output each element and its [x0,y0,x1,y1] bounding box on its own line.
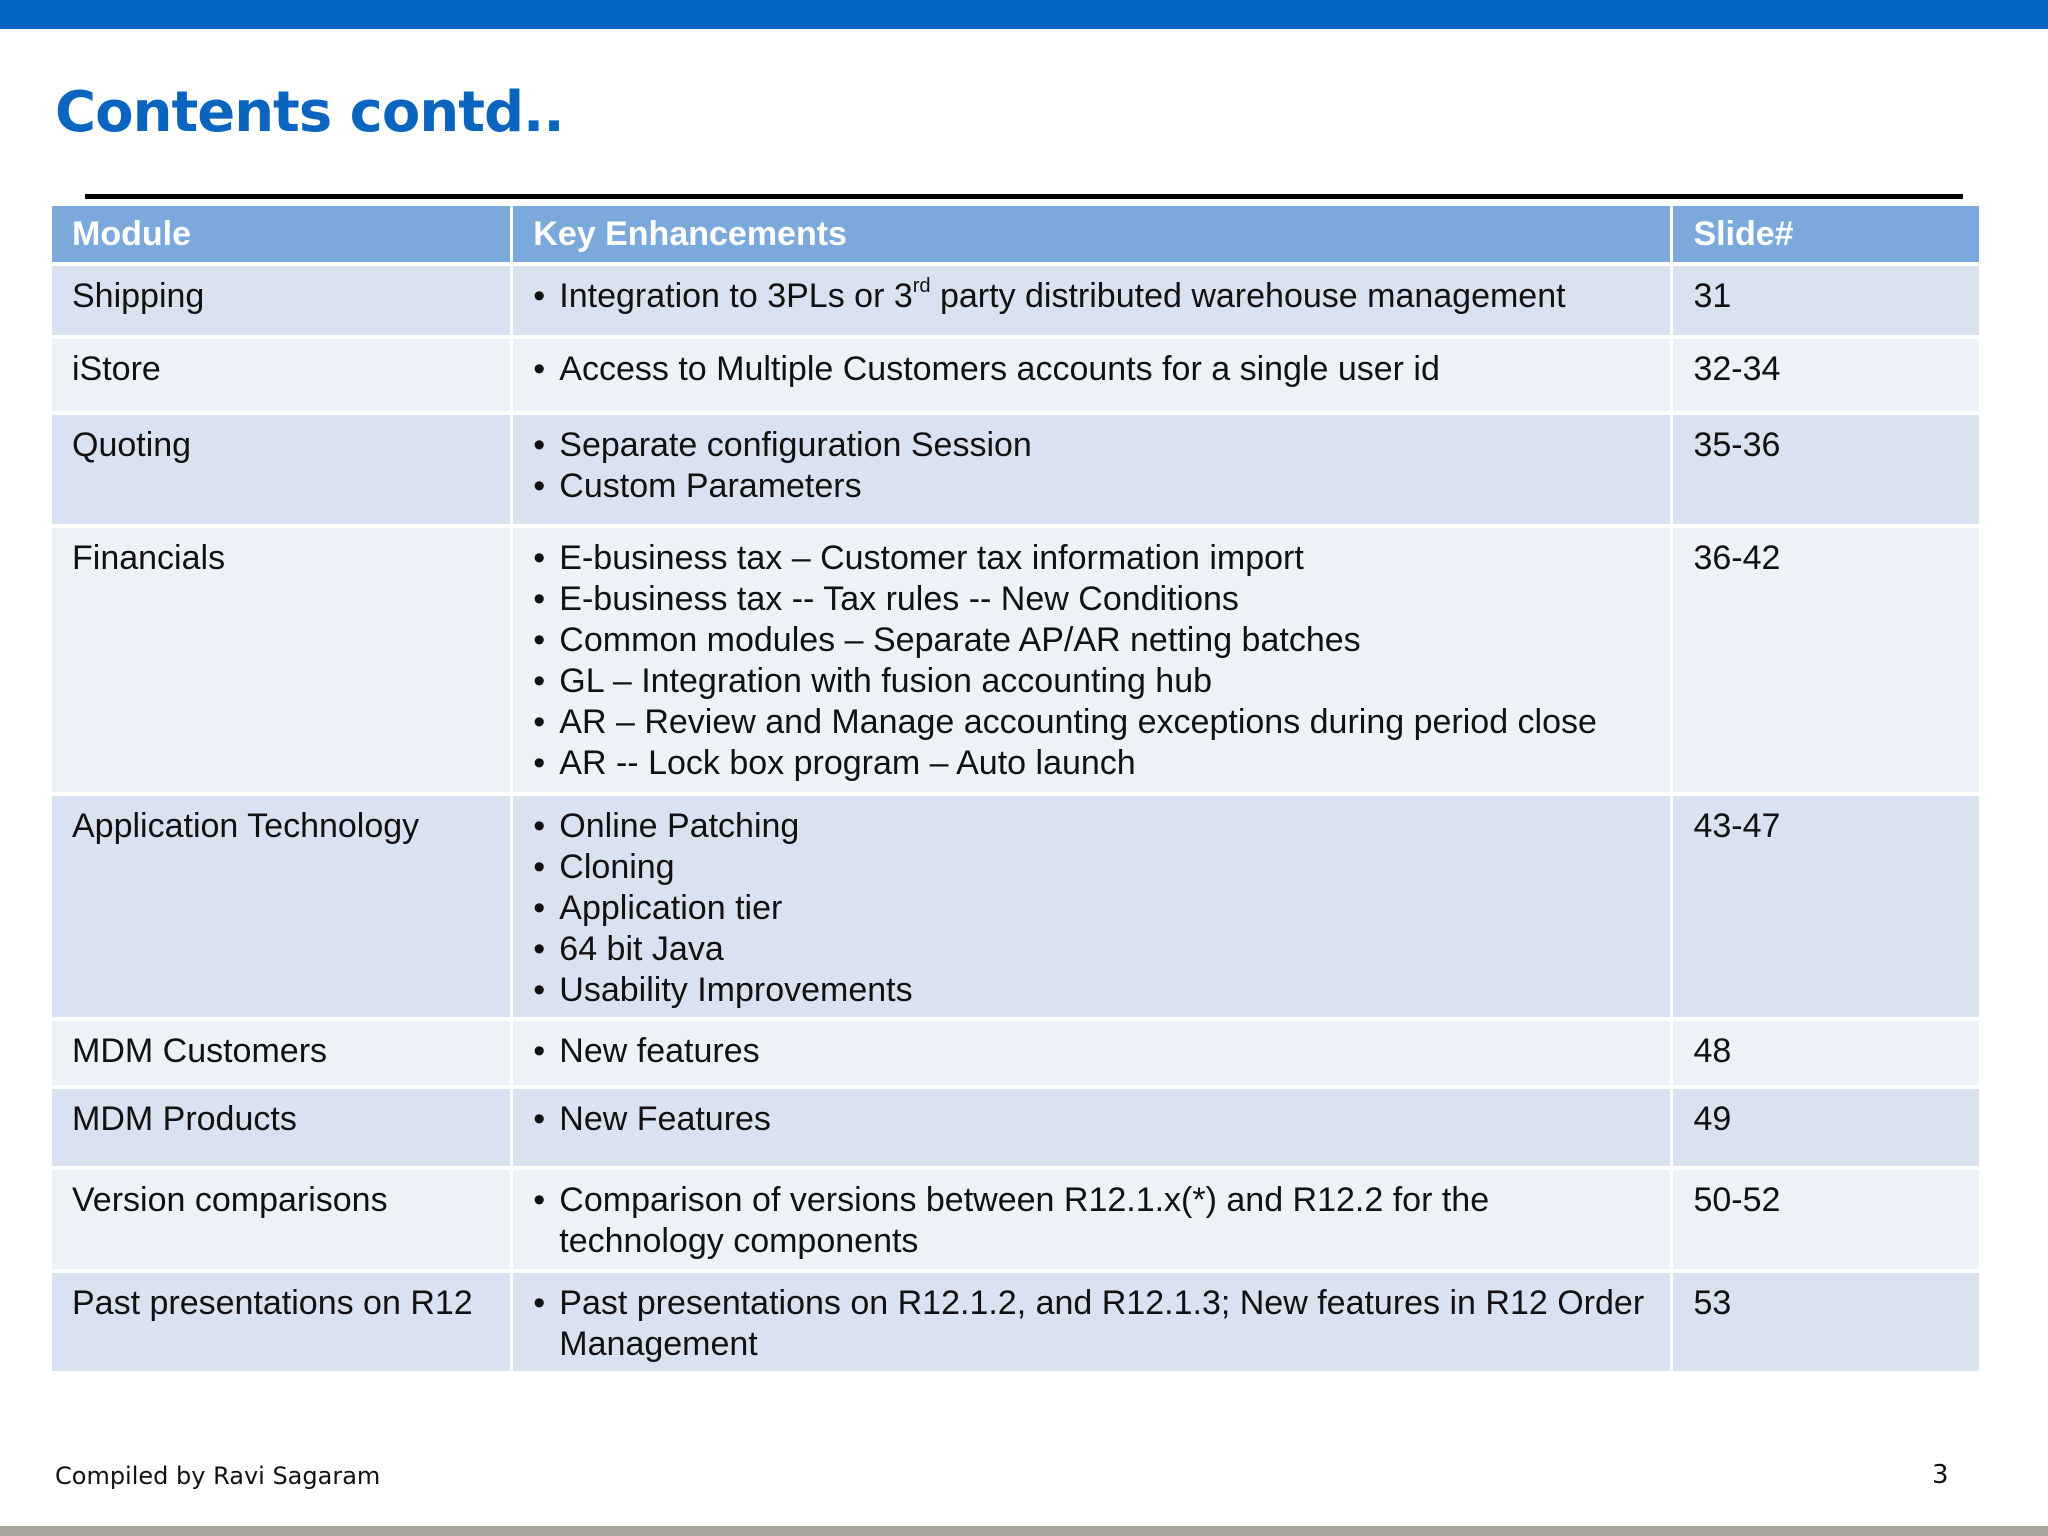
table-row [52,528,1979,792]
bullet-text-main: Separate configuration Session [559,426,1032,464]
slide-number-cell: 53 [1673,1273,1979,1371]
bullet-item [533,702,1650,743]
bullet-text-main: New Features [559,1100,771,1138]
bullet-text [559,1031,759,1072]
bullet-text-main: Comparison of versions between R12.1.x(*) and R12.2 for the technology components [559,1181,1490,1260]
page-title: Contents contd.. [55,80,564,145]
bullet-icon: • [533,621,546,659]
bullet-text-main: Custom Parameters [559,467,862,505]
bullet-icon: • [533,807,546,845]
bullet-icon: • [533,662,546,700]
slide-number-cell: 48 [1673,1021,1979,1085]
bullet-icon: • [533,1181,546,1219]
module-cell: Application Technology [52,796,510,1017]
bullet-text [559,847,674,888]
bullet-item [533,1283,1650,1365]
bullet-text-main: Application tier [559,889,783,927]
bullet-item [533,425,1650,466]
bullet-item [533,1180,1650,1262]
bullet-icon: • [533,539,546,577]
bullet-text-main: AR -- Lock box program – Auto launch [559,744,1136,782]
slide-number-cell: 50-52 [1673,1170,1979,1269]
bullet-text-main: AR – Review and Manage accounting exceptions during period close [559,703,1597,741]
bullet-text-main: 64 bit Java [559,930,724,968]
bullet-item [533,276,1650,317]
slide-number-cell: 36-42 [1673,528,1979,792]
module-cell: Past presentations on R12 [52,1273,510,1371]
page-number: 3 [1932,1460,1949,1490]
header-slide-number: Slide# [1673,206,1979,262]
bullet-item [533,806,1650,847]
module-cell: Quoting [52,415,510,524]
bullet-text [559,743,1135,784]
bullet-text [559,806,799,847]
bullet-text-main: Cloning [559,848,675,886]
bullet-text [559,620,1360,661]
bullet-icon: • [533,467,546,505]
slide-number-cell: 35-36 [1673,415,1979,524]
bullet-icon: • [533,1032,546,1070]
table-row [52,1089,1979,1166]
bullet-text [559,466,861,507]
bullet-icon: • [533,426,546,464]
bullet-item [533,929,1650,970]
enhancements-cell [513,1273,1670,1371]
header-module: Module [52,206,510,262]
bullet-text [559,538,1304,579]
bullet-text-main: Past presentations on R12.1.2, and R12.1.3; New features in R12 Order Management [559,1284,1645,1363]
module-cell: MDM Customers [52,1021,510,1085]
superscript: rd [912,274,931,297]
bullet-text-main: Online Patching [559,807,800,845]
module-cell: Shipping [52,266,510,335]
bullet-text-main: Integration to 3PLs or 3 [559,277,913,315]
enhancements-cell [513,1021,1670,1085]
bullet-text [559,970,912,1011]
bullet-text [559,425,1032,466]
slide-number-cell: 32-34 [1673,339,1979,411]
enhancements-cell [513,339,1670,411]
bullet-icon: • [533,848,546,886]
bullet-text-rest: party distributed warehouse management [930,277,1566,315]
table-row [52,266,1979,335]
table-row [52,1021,1979,1085]
table-row [52,1170,1979,1269]
table-row [52,415,1979,524]
bullet-text-main: GL – Integration with fusion accounting hub [559,662,1213,700]
slide-number-cell: 31 [1673,266,1979,335]
slide-number-cell: 49 [1673,1089,1979,1166]
module-cell: Version comparisons [52,1170,510,1269]
bullet-item [533,970,1650,1011]
enhancements-cell [513,1170,1670,1269]
contents-table [52,206,1979,1371]
bullet-icon: • [533,580,546,618]
bullet-text [559,702,1597,743]
bullet-text [559,349,1440,390]
enhancements-cell [513,266,1670,335]
bullet-item [533,466,1650,507]
bullet-text-main: Access to Multiple Customers accounts for a single user id [559,350,1440,388]
bullet-item [533,661,1650,702]
bullet-text-main: Common modules – Separate AP/AR netting batches [559,621,1361,659]
bullet-item [533,538,1650,579]
bullet-text [559,579,1239,620]
bullet-item [533,847,1650,888]
enhancements-cell [513,796,1670,1017]
enhancements-cell [513,415,1670,524]
bullet-text [559,888,782,929]
bullet-text [559,1099,771,1140]
module-cell: MDM Products [52,1089,510,1166]
table-row [52,1273,1979,1371]
table-row [52,796,1979,1017]
bullet-item [533,743,1650,784]
bullet-icon: • [533,1100,546,1138]
bullet-item [533,349,1650,390]
bullet-icon: • [533,277,546,315]
bullet-icon: • [533,971,546,1009]
footer-credit: Compiled by Ravi Sagaram [55,1462,381,1490]
bullet-icon: • [533,350,546,388]
slide-number-cell: 43-47 [1673,796,1979,1017]
bullet-text-main: E-business tax -- Tax rules -- New Conditions [559,580,1239,618]
bullet-item [533,579,1650,620]
module-cell: iStore [52,339,510,411]
bullet-text [559,1180,1650,1262]
bullet-item [533,620,1650,661]
bullet-text [559,276,1565,317]
bullet-text [559,661,1212,702]
bullet-item [533,1031,1650,1072]
bullet-item [533,1099,1650,1140]
bullet-text [559,929,723,970]
bullet-text-main: Usability Improvements [559,971,913,1009]
module-cell: Financials [52,528,510,792]
bullet-icon: • [533,703,546,741]
bullet-text-main: New features [559,1032,760,1070]
enhancements-cell [513,528,1670,792]
bullet-icon: • [533,1284,546,1322]
top-accent-bar [0,0,2048,29]
table-header-row [52,206,1979,262]
header-key-enhancements: Key Enhancements [513,206,1670,262]
table-row [52,339,1979,411]
bullet-item [533,888,1650,929]
bullet-icon: • [533,930,546,968]
bottom-bar [0,1526,2048,1536]
bullet-text [559,1283,1650,1365]
bullet-icon: • [533,889,546,927]
bullet-text-main: E-business tax – Customer tax information import [559,539,1304,577]
enhancements-cell [513,1089,1670,1166]
bullet-icon: • [533,744,546,782]
title-divider [85,194,1963,199]
table-body [52,266,1979,1371]
